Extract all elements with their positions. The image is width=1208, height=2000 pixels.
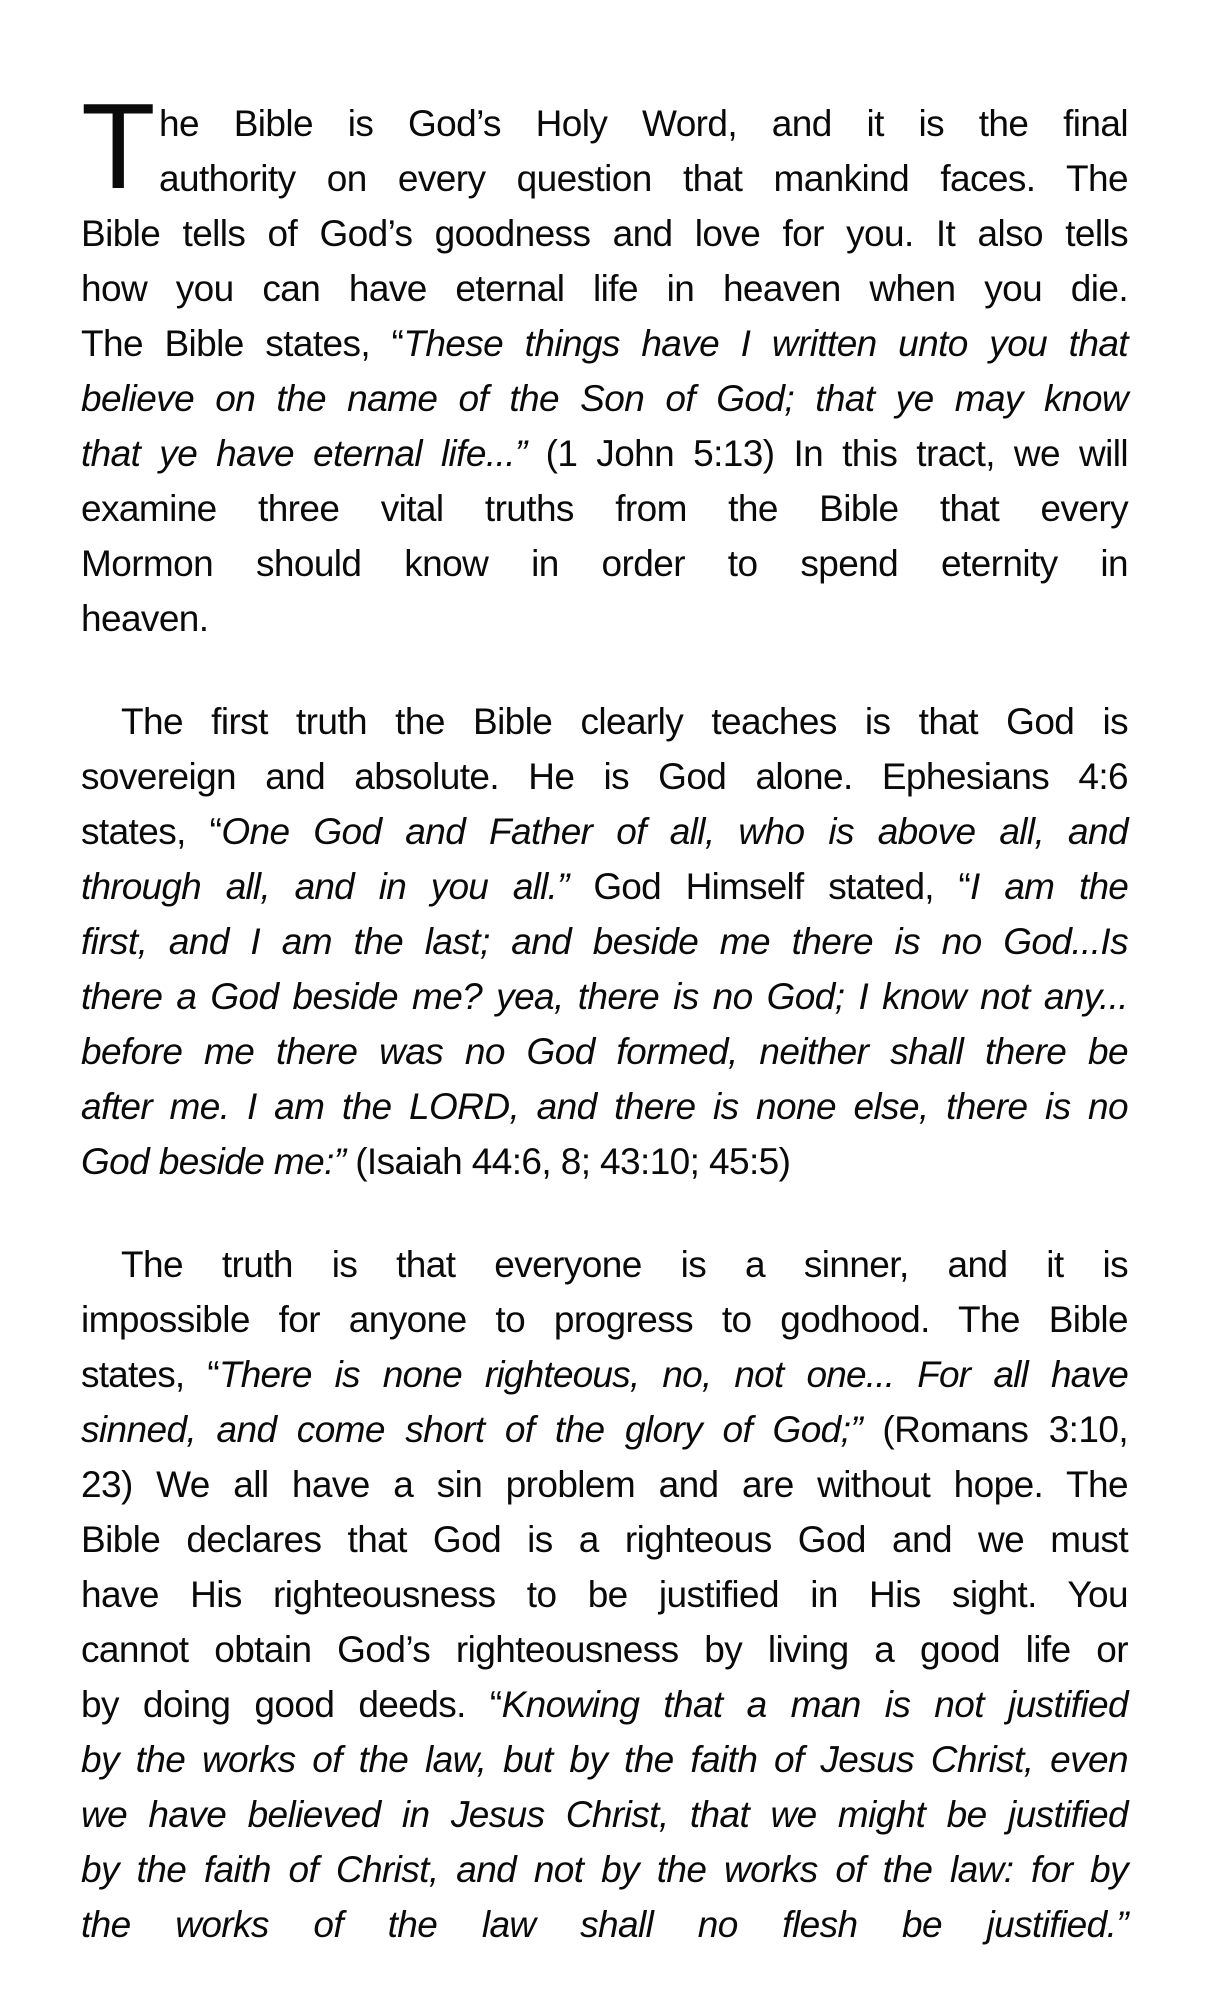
text-run: sovereign and absolute. He is God alone. Ephesians 4:6 xyxy=(81,756,1128,797)
text-run: authority on every question that mankind faces. The xyxy=(159,158,1128,199)
scripture-quote: we have believed in Jesus Christ, that we might be justified xyxy=(81,1794,1128,1835)
scripture-quote: There is none righteous, no, not one... For all have xyxy=(218,1354,1128,1395)
scripture-quote: God beside me:” xyxy=(81,1141,346,1182)
text-run: heaven. xyxy=(81,598,209,639)
text-line xyxy=(81,206,1128,261)
text-line xyxy=(81,1079,1128,1134)
text-run: impossible for anyone to progress to godhood. The Bible xyxy=(81,1299,1128,1340)
text-run: examine three vital truths from the Bible that every xyxy=(81,488,1128,529)
text-run: 23) We all have a sin problem and are without hope. The xyxy=(81,1464,1128,1505)
paragraph-2 xyxy=(81,694,1128,1189)
tract-page xyxy=(81,78,1128,2000)
scripture-quote: the works of the law shall no flesh be justified.” xyxy=(81,1904,1128,1945)
scripture-quote: first, and I am the last; and beside me there is no God...Is xyxy=(81,921,1128,962)
text-line xyxy=(81,969,1128,1024)
text-run: The truth is that everyone is a sinner, and it is xyxy=(121,1244,1128,1285)
text-line xyxy=(81,1842,1128,1897)
text-line xyxy=(81,914,1128,969)
scripture-quote: Knowing that a man is not justified xyxy=(501,1684,1128,1725)
text-line xyxy=(81,1134,1128,1189)
text-run: how you can have eternal life in heaven when you die. xyxy=(81,268,1128,309)
scripture-quote: believe on the name of the Son of God; that ye may know xyxy=(81,378,1128,419)
text-line xyxy=(81,859,1128,914)
text-run: (Romans 3:10, xyxy=(862,1409,1128,1450)
text-line xyxy=(81,536,1128,591)
text-line xyxy=(81,1732,1128,1787)
text-line xyxy=(81,316,1128,371)
scripture-quote: through all, and in you all.” xyxy=(81,866,569,907)
text-run: Bible tells of God’s goodness and love for you. It also tells xyxy=(81,213,1128,254)
text-run: (1 John 5:13) In this tract, we will xyxy=(526,433,1128,474)
text-line xyxy=(81,1024,1128,1079)
text-line xyxy=(81,371,1128,426)
text-line xyxy=(81,1567,1128,1622)
text-line xyxy=(81,749,1128,804)
scripture-quote: These things have I written unto you that xyxy=(403,323,1128,364)
paragraph-1 xyxy=(81,78,1128,646)
text-line xyxy=(81,694,1128,749)
text-line xyxy=(81,1512,1128,1567)
text-line xyxy=(81,1787,1128,1842)
text-line xyxy=(81,151,1128,206)
text-line xyxy=(81,481,1128,536)
scripture-quote: by the faith of Christ, and not by the works of the law: for by xyxy=(81,1849,1128,1890)
text-line xyxy=(81,1897,1128,1952)
text-line xyxy=(81,261,1128,316)
text-line xyxy=(81,96,1128,151)
text-run: (Isaiah 44:6, 8; 43:10; 45:5) xyxy=(345,1141,791,1182)
scripture-quote: One God and Father of all, who is above all, and xyxy=(221,811,1128,852)
scripture-quote: after me. I am the LORD, and there is none else, there is no xyxy=(81,1086,1128,1127)
scripture-quote: before me there was no God formed, neither shall there be xyxy=(81,1031,1128,1072)
drop-cap: T xyxy=(81,78,156,214)
text-line xyxy=(81,1622,1128,1677)
text-run: cannot obtain God’s righteousness by living a good life or xyxy=(81,1629,1128,1670)
text-line xyxy=(81,1457,1128,1512)
text-line xyxy=(81,1292,1128,1347)
text-run: Mormon should know in order to spend eternity in xyxy=(81,543,1128,584)
text-line xyxy=(81,1677,1128,1732)
text-line xyxy=(81,1402,1128,1457)
scripture-quote: that ye have eternal life...” xyxy=(81,433,527,474)
text-line xyxy=(81,804,1128,859)
text-line xyxy=(81,426,1128,481)
text-run: Bible declares that God is a righteous God and we must xyxy=(81,1519,1128,1560)
text-line xyxy=(81,1237,1128,1292)
text-line xyxy=(81,1347,1128,1402)
scripture-quote: there a God beside me? yea, there is no God; I know not any... xyxy=(81,976,1128,1017)
body-text xyxy=(81,78,1128,1952)
scripture-quote: by the works of the law, but by the faith of Jesus Christ, even xyxy=(81,1739,1128,1780)
text-run: states, “ xyxy=(81,811,222,852)
text-run: by doing good deeds. “ xyxy=(81,1684,502,1725)
text-run: he Bible is God’s Holy Word, and it is the final xyxy=(159,103,1128,144)
scripture-quote: sinned, and come short of the glory of God;” xyxy=(81,1409,863,1450)
paragraph-3 xyxy=(81,1237,1128,1952)
scripture-quote: I am the xyxy=(970,866,1128,907)
text-run: The Bible states, “ xyxy=(81,323,404,364)
text-run: God Himself stated, “ xyxy=(568,866,971,907)
text-line xyxy=(81,591,1128,646)
text-run: The first truth the Bible clearly teaches is that God is xyxy=(121,701,1128,742)
text-run: have His righteousness to be justified in His sight. You xyxy=(81,1574,1128,1615)
text-run: states, “ xyxy=(81,1354,219,1395)
